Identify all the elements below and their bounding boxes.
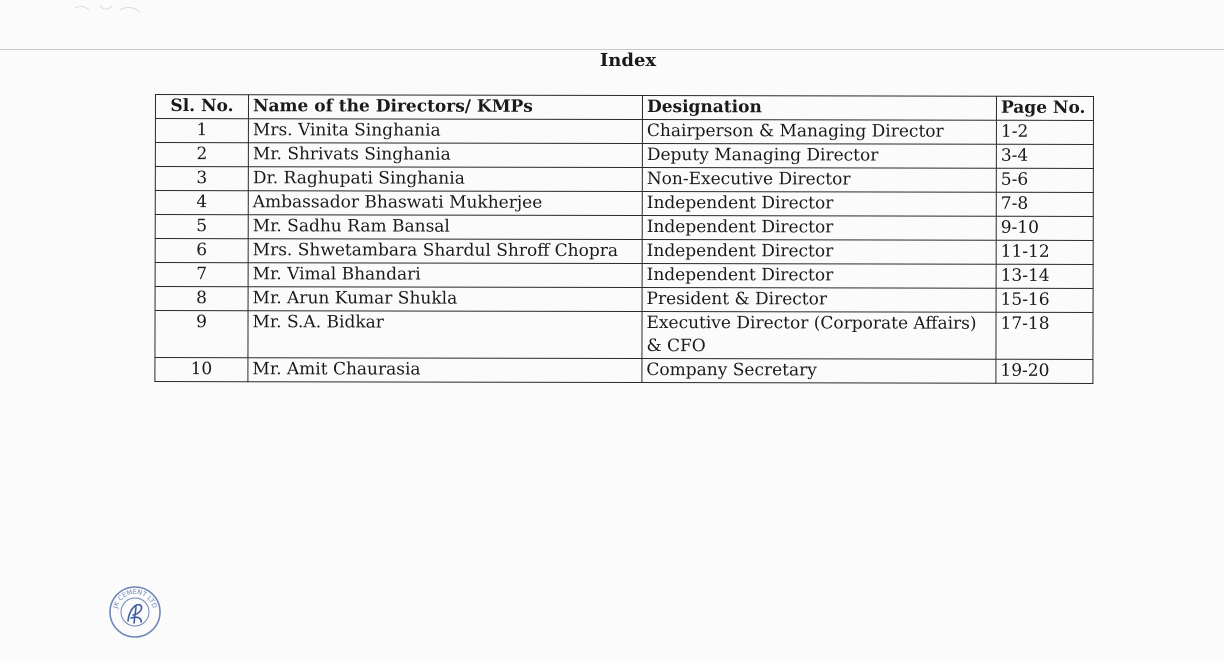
cell-sl-no: 1 bbox=[155, 119, 248, 143]
cell-name: Mr. Sadhu Ram Bansal bbox=[248, 215, 642, 240]
cell-page-no: 19-20 bbox=[996, 359, 1093, 383]
cell-sl-no: 4 bbox=[155, 191, 248, 215]
cell-page-no: 5-6 bbox=[996, 168, 1093, 192]
cell-name: Dr. Raghupati Singhania bbox=[248, 167, 642, 192]
seal-text: JK CEMENT LTD bbox=[111, 587, 159, 610]
cell-designation: Independent Director bbox=[642, 216, 996, 241]
table-row bbox=[155, 311, 1093, 360]
cell-sl-no: 2 bbox=[155, 143, 248, 167]
cell-name: Mr. Amit Chaurasia bbox=[248, 358, 642, 383]
cell-page-no: 9-10 bbox=[996, 216, 1093, 240]
cell-designation: Independent Director bbox=[642, 192, 996, 217]
page-title: Index bbox=[599, 50, 657, 71]
table-row bbox=[155, 215, 1093, 241]
cell-sl-no: 8 bbox=[155, 287, 248, 311]
cell-name: Mr. S.A. Bidkar bbox=[248, 311, 642, 359]
cell-page-no: 1-2 bbox=[996, 120, 1093, 144]
cell-sl-no: 5 bbox=[155, 215, 248, 239]
company-seal-icon bbox=[107, 585, 163, 639]
cell-sl-no: 3 bbox=[155, 167, 248, 191]
header-page-no: Page No. bbox=[996, 96, 1093, 120]
cell-designation: Deputy Managing Director bbox=[642, 144, 996, 169]
cell-sl-no: 7 bbox=[155, 263, 248, 287]
cell-page-no: 15-16 bbox=[996, 288, 1093, 312]
cell-page-no: 3-4 bbox=[996, 144, 1093, 168]
table-row bbox=[155, 119, 1093, 145]
table-row bbox=[155, 143, 1093, 169]
table-row bbox=[155, 191, 1093, 217]
scan-smudge-icon bbox=[70, 0, 150, 20]
cell-name: Mr. Shrivats Singhania bbox=[248, 143, 642, 168]
cell-name: Ambassador Bhaswati Mukherjee bbox=[248, 191, 642, 216]
cell-designation: President & Director bbox=[642, 288, 996, 313]
header-designation: Designation bbox=[642, 96, 996, 121]
cell-sl-no: 6 bbox=[155, 239, 248, 263]
table-row bbox=[155, 167, 1093, 193]
cell-sl-no: 10 bbox=[155, 358, 248, 382]
cell-designation: Independent Director bbox=[642, 240, 996, 265]
cell-name: Mrs. Shwetambara Shardul Shroff Chopra bbox=[248, 239, 642, 264]
cell-page-no: 13-14 bbox=[996, 264, 1093, 288]
cell-page-no: 7-8 bbox=[996, 192, 1093, 216]
cell-name: Mr. Arun Kumar Shukla bbox=[248, 287, 642, 312]
table-row bbox=[155, 239, 1093, 265]
cell-designation: Executive Director (Corporate Affairs) & CFO bbox=[642, 312, 996, 360]
cell-page-no: 17-18 bbox=[996, 312, 1093, 359]
header-name: Name of the Directors/ KMPs bbox=[248, 95, 642, 120]
cell-designation: Chairperson & Managing Director bbox=[642, 120, 996, 145]
cell-page-no: 11-12 bbox=[996, 240, 1093, 264]
table-row bbox=[155, 263, 1093, 289]
cell-name: Mrs. Vinita Singhania bbox=[248, 119, 642, 144]
header-sl-no: Sl. No. bbox=[155, 95, 248, 119]
table-row bbox=[155, 287, 1093, 313]
cell-designation: Non-Executive Director bbox=[642, 168, 996, 193]
cell-sl-no: 9 bbox=[155, 311, 248, 358]
directors-index-table bbox=[154, 94, 1094, 384]
cell-designation: Company Secretary bbox=[642, 359, 996, 384]
cell-designation: Independent Director bbox=[642, 264, 996, 289]
cell-name: Mr. Vimal Bhandari bbox=[248, 263, 642, 288]
table-header-row bbox=[155, 95, 1093, 121]
table-row bbox=[155, 358, 1093, 384]
